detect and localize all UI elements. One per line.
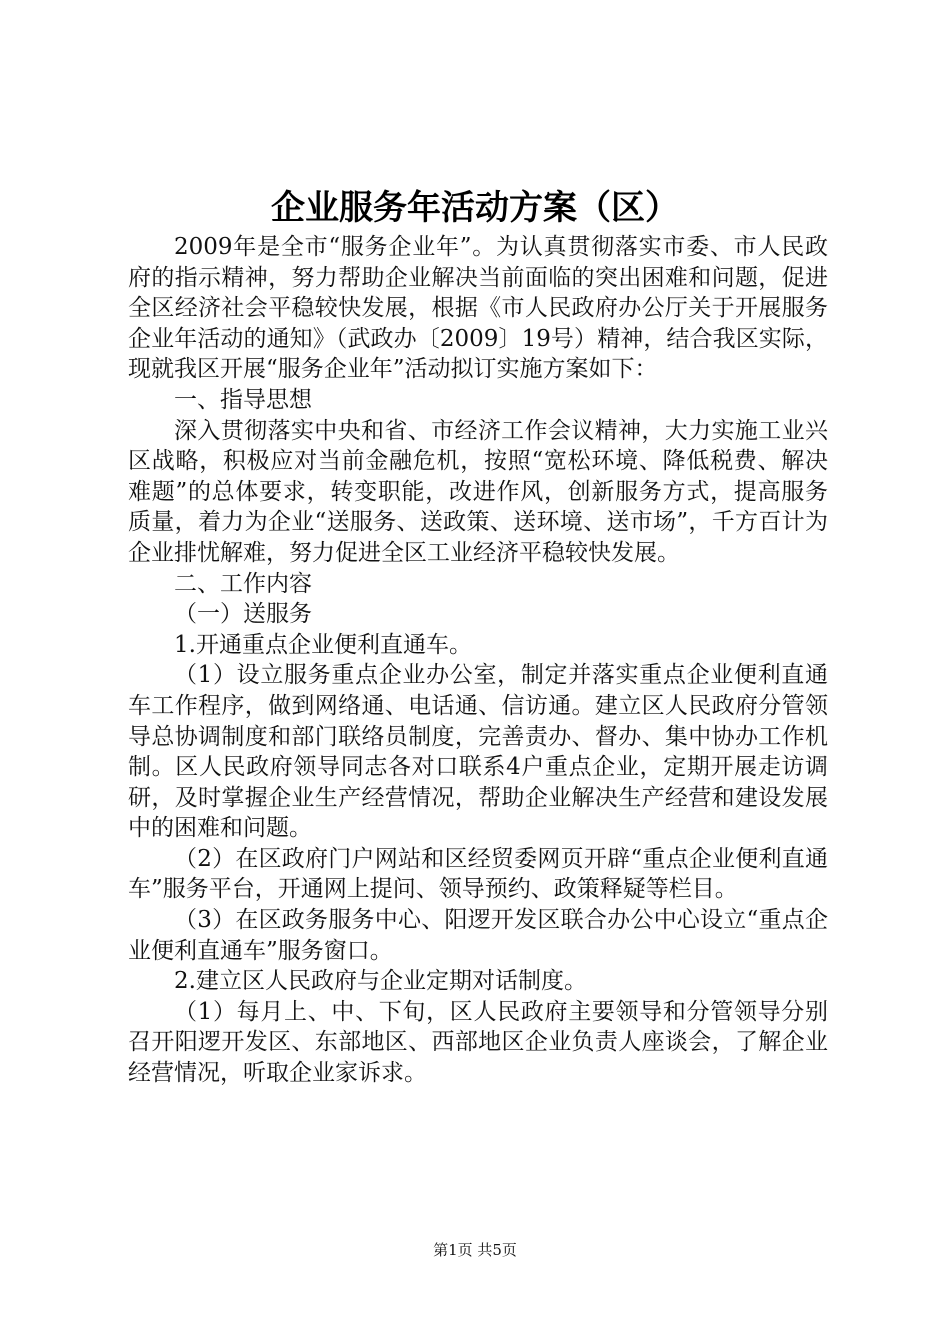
section-heading-guiding-ideology: 一、指导思想 [174,386,312,413]
item-heading-dialogue-system: 2.建立区人民政府与企业定期对话制度。 [174,968,587,995]
dialogue-system-item-1: （1）每月上、中、下旬，区人民政府主要领导和分管领导分别召开阳逻开发区、东部地区、西部地区企业负责人座谈会，了解企业经营情况，听取企业家诉求。 [128,998,828,1087]
subsection-heading-send-service: （一）送服务 [174,601,312,628]
document-title: 企业服务年活动方案（区） [271,188,679,228]
express-lane-item-2: （2）在区政府门户网站和区经贸委网页开辟“重点企业便利直通车”服务平台，开通网上提问、领导预约、政策释疑等栏目。 [128,845,828,903]
section-heading-work-content: 二、工作内容 [174,570,312,597]
page-footer: 第1页 共5页 [433,1241,517,1259]
item-heading-express-lane: 1.开通重点企业便利直通车。 [174,631,472,658]
express-lane-item-3: （3）在区政务服务中心、阳逻开发区联合办公中心设立“重点企业便利直通车”服务窗口。 [128,907,828,964]
document-body [128,232,828,1089]
express-lane-item-1: （1）设立服务重点企业办公室，制定并落实重点企业便利直通车工作程序，做到网络通、电话通、信访通。建立区人民政府分管领导总协调制度和部门联络员制度，完善责办、督办、集中协办工作机制。区人民政府领导同志各对口联系4户重点企业，定期开展走访调研，及时掌握企业生产经营情况，帮助企业解决生产经营和建设发展中的困难和问题。 [128,662,828,842]
intro-paragraph: 2009年是全市“服务企业年”。为认真贯彻落实市委、市人民政府的指示精神，努力帮助企业解决当前面临的突出困难和问题，促进全区经济社会平稳较快发展，根据《市人民政府办公厅关于开展服务企业年活动的通知》（武政办〔2009〕19号）精神，结合我区实际，现就我区开展“服务企业年”活动拟订实施方案如下： [128,234,828,383]
guiding-ideology-paragraph: 深入贯彻落实中央和省、市经济工作会议精神，大力实施工业兴区战略，积极应对当前金融危机，按照“宽松环境、降低税费、解决难题”的总体要求，转变职能，改进作风，创新服务方式，提高服务质量，着力为企业“送服务、送政策、送环境、送市场”，千方百计为企业排忧解难，努力促进全区工业经济平稳较快发展。 [128,417,828,566]
